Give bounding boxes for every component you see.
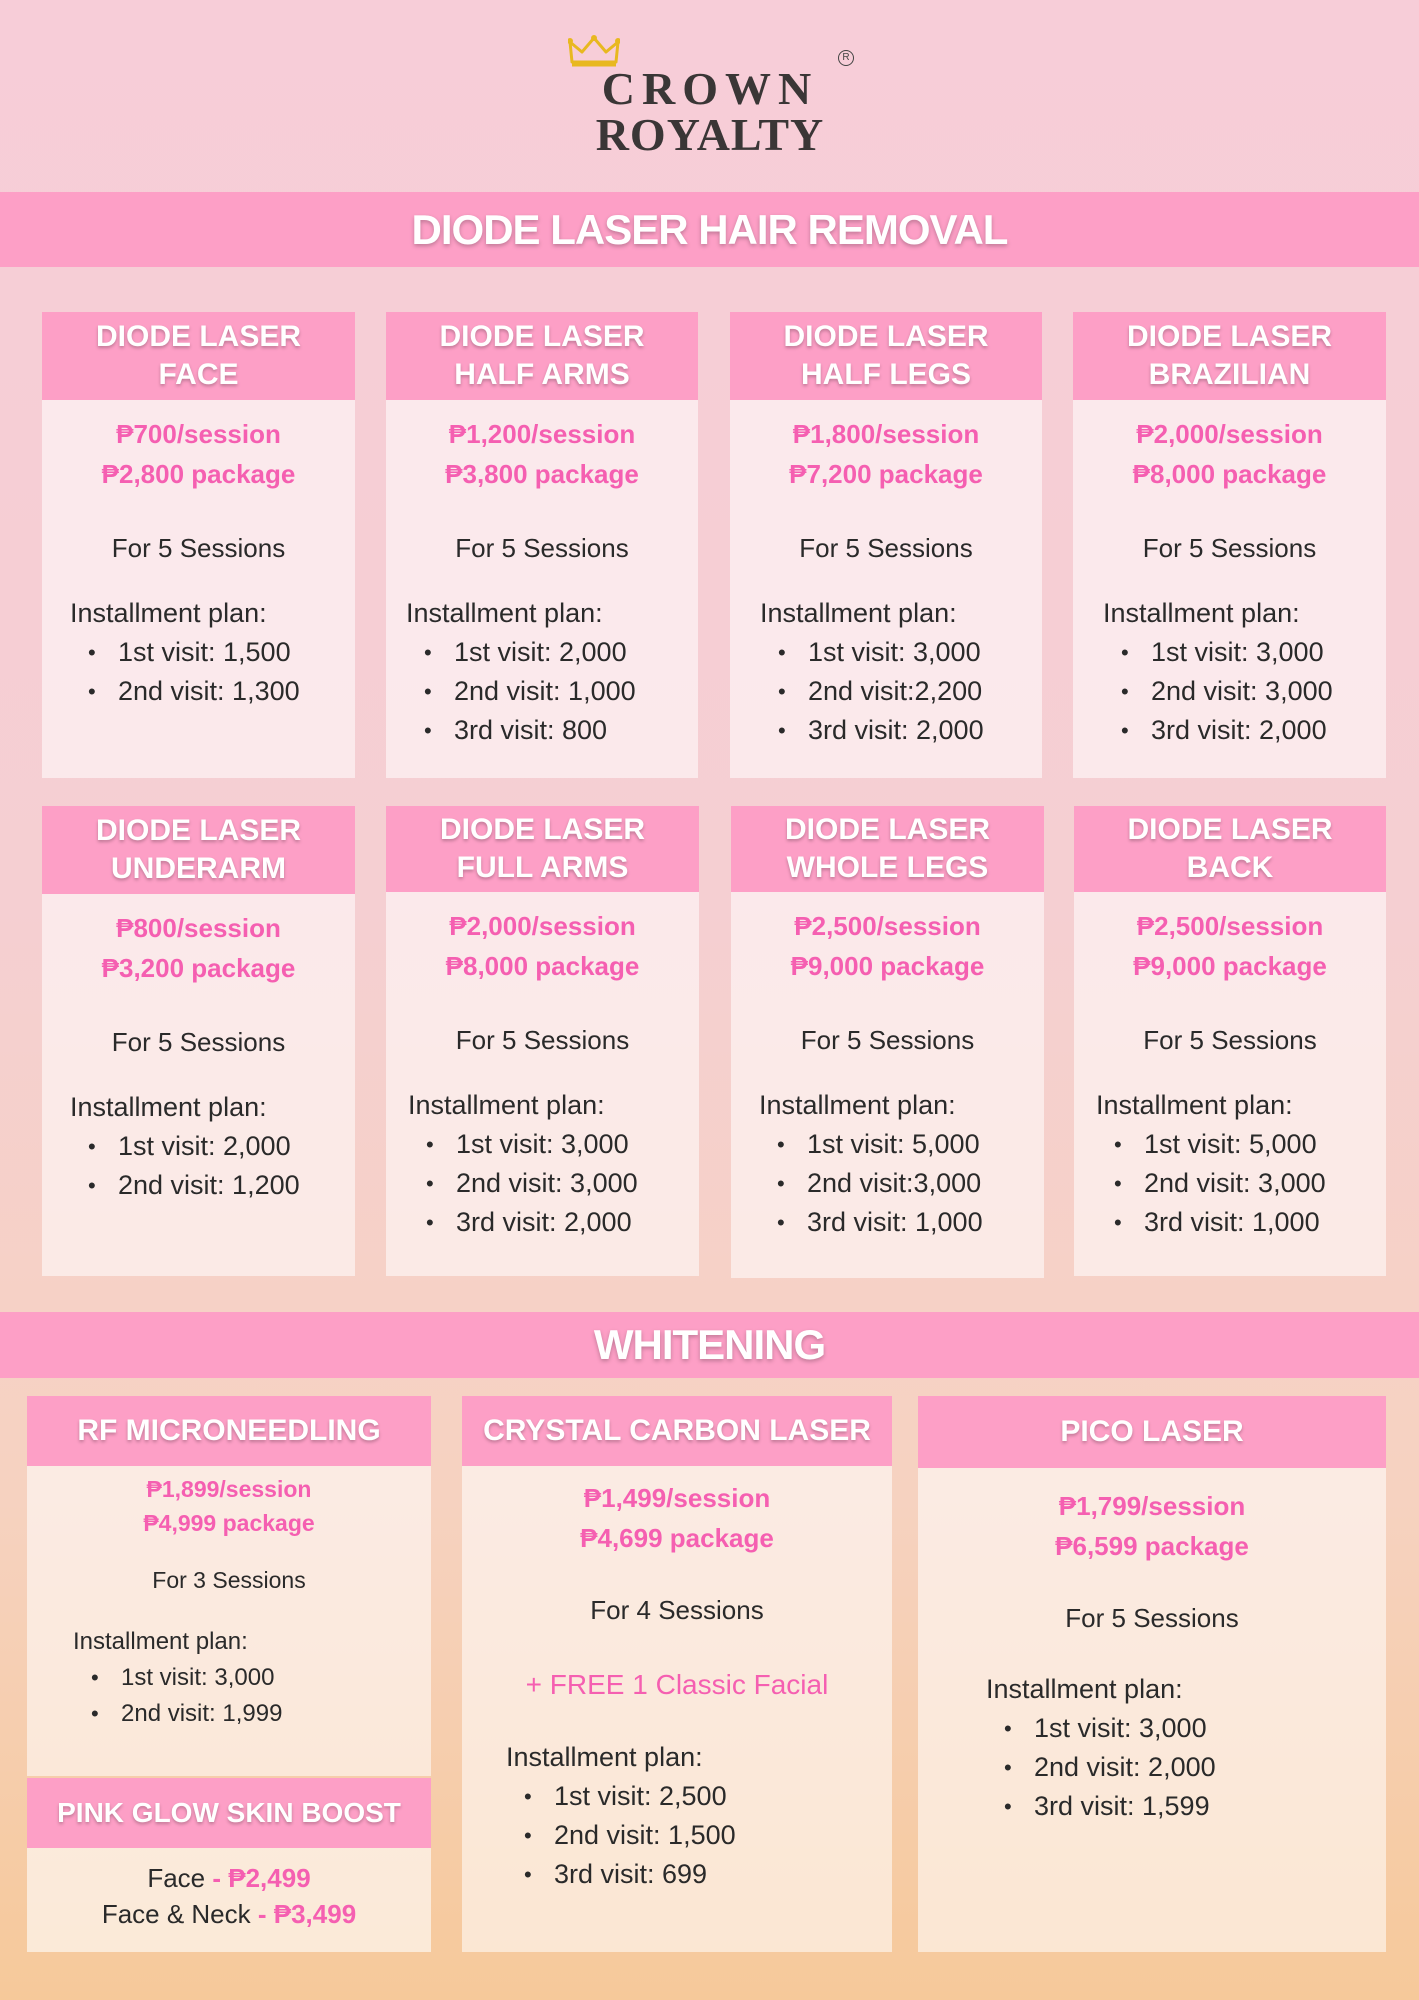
session-count: For 5 Sessions bbox=[799, 533, 973, 563]
session-price: ₱2,500/session bbox=[794, 911, 981, 941]
session-price: ₱1,499/session bbox=[583, 1483, 771, 1513]
installment-plan bbox=[918, 1670, 1386, 1826]
session-price: ₱1,799/session bbox=[1058, 1491, 1246, 1521]
service-card-underarm bbox=[42, 806, 355, 1276]
service-card-half-arms bbox=[386, 312, 698, 778]
installment-label: Installment plan: bbox=[408, 1090, 605, 1120]
session-count: For 5 Sessions bbox=[111, 1027, 286, 1057]
section-title-hair-removal: DIODE LASER HAIR REMOVAL bbox=[0, 192, 1419, 267]
registered-mark: R bbox=[838, 50, 854, 66]
session-price: ₱800/session bbox=[116, 913, 281, 943]
list-item: • 1st visit: 3,000 bbox=[408, 1125, 699, 1164]
card-title: DIODE LASER HALF ARMS bbox=[386, 312, 698, 400]
brand-logo bbox=[560, 30, 860, 160]
service-card-pico-laser bbox=[918, 1396, 1386, 1952]
installment-label: Installment plan: bbox=[506, 1742, 703, 1772]
brand-name-line2: ROYALTY bbox=[595, 109, 825, 160]
list-item: • 1st visit: 3,000 bbox=[1103, 633, 1386, 672]
list-item: • 3rd visit: 1,000 bbox=[1096, 1203, 1386, 1242]
package-price: ₱3,800 package bbox=[445, 459, 639, 489]
list-item: • 3rd visit: 2,000 bbox=[1103, 711, 1386, 750]
boost-face-price: Face - ₱2,499 bbox=[147, 1863, 311, 1893]
installment-plan bbox=[1074, 1086, 1386, 1242]
session-price: ₱1,899/session bbox=[146, 1476, 312, 1502]
package-price: ₱2,800 package bbox=[101, 459, 296, 489]
card-title: CRYSTAL CARBON LASER bbox=[462, 1396, 892, 1466]
section-title-whitening: WHITENING bbox=[0, 1312, 1419, 1378]
session-count: For 5 Sessions bbox=[1065, 1603, 1239, 1633]
card-title: DIODE LASER FULL ARMS bbox=[386, 806, 699, 892]
list-item: • 1st visit: 3,000 bbox=[73, 1660, 431, 1696]
list-item: • 1st visit: 2,500 bbox=[506, 1777, 892, 1816]
session-count: For 5 Sessions bbox=[111, 533, 286, 563]
list-item: • 1st visit: 1,500 bbox=[70, 633, 355, 672]
list-item: • 2nd visit:2,200 bbox=[760, 672, 1042, 711]
list-item: • 2nd visit: 1,300 bbox=[70, 672, 355, 711]
package-price: ₱3,200 package bbox=[101, 953, 296, 983]
package-price: ₱9,000 package bbox=[1133, 951, 1327, 981]
installment-plan bbox=[42, 1088, 355, 1205]
list-item: • 2nd visit: 3,000 bbox=[1096, 1164, 1386, 1203]
session-count: For 5 Sessions bbox=[455, 1025, 630, 1055]
package-price: ₱4,699 package bbox=[580, 1523, 774, 1553]
package-price: ₱4,999 package bbox=[143, 1510, 315, 1536]
card-title: DIODE LASER BACK bbox=[1074, 806, 1386, 892]
session-price: ₱700/session bbox=[116, 419, 281, 449]
installment-plan bbox=[27, 1624, 431, 1732]
installment-plan bbox=[386, 594, 698, 750]
package-price: ₱9,000 package bbox=[790, 951, 985, 981]
service-card-crystal-carbon bbox=[462, 1396, 892, 1952]
installment-plan bbox=[730, 594, 1042, 750]
installment-plan bbox=[1073, 594, 1386, 750]
service-card-full-arms bbox=[386, 806, 699, 1276]
session-count: For 5 Sessions bbox=[800, 1025, 975, 1055]
list-item: • 1st visit: 2,000 bbox=[406, 633, 698, 672]
installment-label: Installment plan: bbox=[70, 1092, 267, 1122]
service-card-whole-legs bbox=[731, 806, 1044, 1278]
card-title: PICO LASER bbox=[918, 1396, 1386, 1468]
list-item: • 3rd visit: 699 bbox=[506, 1855, 892, 1894]
session-price: ₱2,500/session bbox=[1136, 911, 1324, 941]
package-price: ₱7,200 package bbox=[789, 459, 983, 489]
package-price: ₱6,599 package bbox=[1055, 1531, 1249, 1561]
list-item: • 3rd visit: 2,000 bbox=[760, 711, 1042, 750]
list-item: • 2nd visit: 3,000 bbox=[408, 1164, 699, 1203]
list-item: • 1st visit: 5,000 bbox=[1096, 1125, 1386, 1164]
installment-label: Installment plan: bbox=[406, 598, 603, 628]
session-count: For 3 Sessions bbox=[152, 1567, 306, 1593]
list-item: • 2nd visit:3,000 bbox=[759, 1164, 1044, 1203]
installment-label: Installment plan: bbox=[1096, 1090, 1293, 1120]
installment-label: Installment plan: bbox=[70, 598, 267, 628]
session-count: For 4 Sessions bbox=[590, 1595, 764, 1625]
card-title: DIODE LASER BRAZILIAN bbox=[1073, 312, 1386, 400]
list-item: • 1st visit: 2,000 bbox=[70, 1127, 355, 1166]
list-item: • 1st visit: 3,000 bbox=[986, 1709, 1386, 1748]
list-item: • 3rd visit: 1,000 bbox=[759, 1203, 1044, 1242]
service-card-half-legs bbox=[730, 312, 1042, 778]
card-title: DIODE LASER WHOLE LEGS bbox=[731, 806, 1044, 892]
service-card-pink-glow bbox=[27, 1778, 431, 1952]
list-item: • 2nd visit: 3,000 bbox=[1103, 672, 1386, 711]
free-facial-note: + FREE 1 Classic Facial bbox=[525, 1669, 829, 1700]
list-item: • 1st visit: 5,000 bbox=[759, 1125, 1044, 1164]
card-title: DIODE LASER FACE bbox=[42, 312, 355, 400]
installment-plan bbox=[462, 1738, 892, 1894]
session-price: ₱1,800/session bbox=[792, 419, 980, 449]
card-title: DIODE LASER UNDERARM bbox=[42, 806, 355, 894]
card-title: PINK GLOW SKIN BOOST bbox=[27, 1778, 431, 1848]
installment-label: Installment plan: bbox=[73, 1628, 248, 1655]
service-card-rf-microneedling bbox=[27, 1396, 431, 1776]
service-card-back bbox=[1074, 806, 1386, 1276]
list-item: • 3rd visit: 1,599 bbox=[986, 1787, 1386, 1826]
list-item: • 2nd visit: 1,500 bbox=[506, 1816, 892, 1855]
installment-label: Installment plan: bbox=[759, 1090, 956, 1120]
list-item: • 2nd visit: 2,000 bbox=[986, 1748, 1386, 1787]
list-item: • 2nd visit: 1,000 bbox=[406, 672, 698, 711]
list-item: • 3rd visit: 800 bbox=[406, 711, 698, 750]
installment-label: Installment plan: bbox=[1103, 598, 1300, 628]
session-price: ₱2,000/session bbox=[1136, 419, 1323, 449]
installment-label: Installment plan: bbox=[986, 1674, 1183, 1704]
package-price: ₱8,000 package bbox=[1132, 459, 1327, 489]
session-price: ₱2,000/session bbox=[449, 911, 636, 941]
service-card-brazilian bbox=[1073, 312, 1386, 778]
installment-plan bbox=[386, 1086, 699, 1242]
session-count: For 5 Sessions bbox=[455, 533, 629, 563]
list-item: • 1st visit: 3,000 bbox=[760, 633, 1042, 672]
session-count: For 5 Sessions bbox=[1143, 1025, 1317, 1055]
session-count: For 5 Sessions bbox=[1142, 533, 1317, 563]
service-card-face bbox=[42, 312, 355, 778]
list-item: • 2nd visit: 1,200 bbox=[70, 1166, 355, 1205]
card-title: RF MICRONEEDLING bbox=[27, 1396, 431, 1466]
card-title: DIODE LASER HALF LEGS bbox=[730, 312, 1042, 400]
session-price: ₱1,200/session bbox=[448, 419, 636, 449]
package-price: ₱8,000 package bbox=[445, 951, 640, 981]
list-item: • 2nd visit: 1,999 bbox=[73, 1696, 431, 1732]
boost-face-neck-price: Face & Neck - ₱3,499 bbox=[101, 1899, 357, 1929]
brand-name-line1: CROWN bbox=[601, 63, 819, 114]
installment-plan bbox=[42, 594, 355, 711]
installment-label: Installment plan: bbox=[760, 598, 957, 628]
list-item: • 3rd visit: 2,000 bbox=[408, 1203, 699, 1242]
installment-plan bbox=[731, 1086, 1044, 1242]
